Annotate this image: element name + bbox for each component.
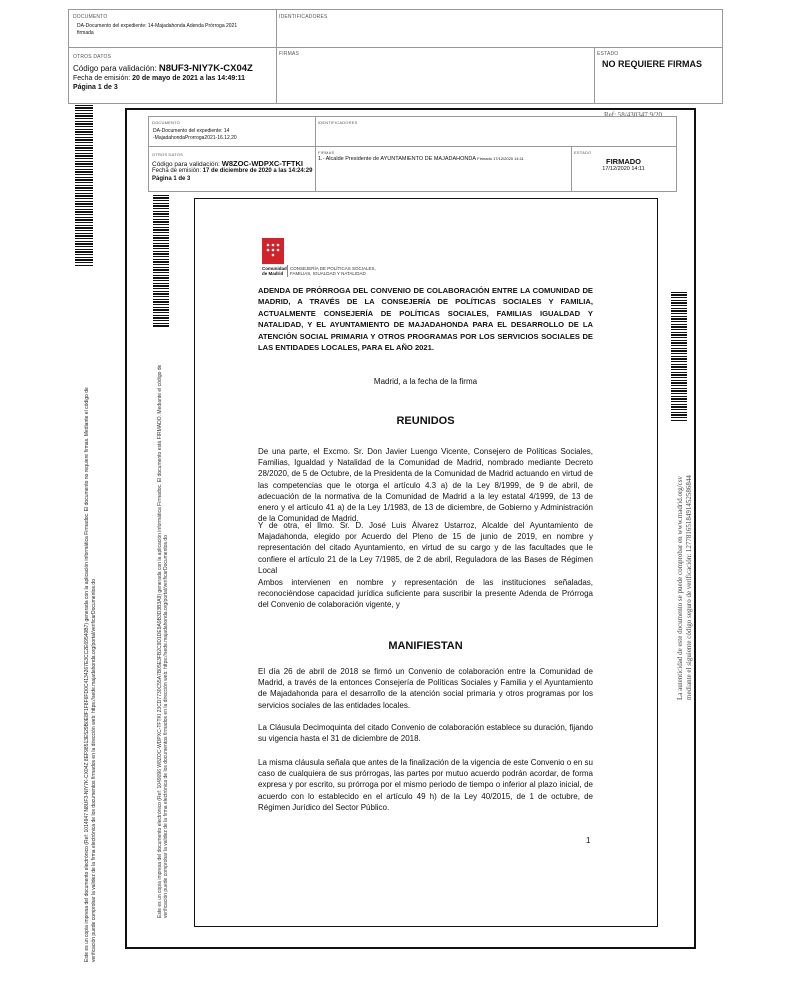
inner-firma-date: Firmado 17/12/2020 14:11 (477, 156, 524, 161)
inner-firma-line (318, 156, 524, 162)
inner-codigo-value: W8ZOC-WDPXC-TFTKI (221, 159, 303, 168)
outer-header-table (68, 9, 723, 104)
inner-header-table (148, 116, 677, 192)
left-margin-line-2: verificación puede comprobar la validez de la firma electrónica de los documentos firmados en la dirección web: https://sede.majadahonda.org/portal/verificarDocumentos.do (91, 579, 97, 962)
inner-codigo-line (152, 159, 303, 168)
heading-manifiestan: MANIFIESTAN (388, 640, 463, 652)
paragraph-4: El día 26 de abril de 2018 se firmó un Convenio de colaboración entre la Comunidad de Madrid, a través de la entonces Consejería de Políticas Sociales y Familia y el Ayuntamiento de Majadahonda para el desarrollo de la atención social primaria y otros programas por los servicios sociales de las entidades locales. (258, 667, 593, 710)
outer-estado-value: NO REQUIERE FIRMAS (602, 59, 703, 69)
inner-margin-line-2: verificación puede comprobar la validez de la firma electrónica de los documentos firmados en la dirección web: https://sede.majadahonda.org/portal/verificarDocumentos.do (163, 535, 169, 918)
right-margin-barcode (671, 292, 687, 422)
outer-documento-label: DOCUMENTO (73, 14, 108, 20)
inner-margin-verification-text (157, 365, 169, 918)
paragraph-6: La misma cláusula señala que antes de la finalización de la vigencia de este Convenio o en su caso de cualquiera de sus prórrogas, las partes por mutuo acuerdo podrán acordar, de forma expresa y por escrito, su prórroga por el mismo periodo de tiempo o inferior al plazo inicial, de acuerdo con lo establecido en el artículo 49 h) de la Ley 40/2015, de 1 de octubre, de Régimen Jurídico del Sector Público. (258, 758, 593, 812)
inner-codigo-label: Código para validación: (152, 161, 220, 168)
comunidad-madrid-logo (262, 238, 284, 264)
outer-documento-value-2: firmada (77, 30, 94, 36)
outer-firmas-cell (276, 47, 595, 103)
outer-identificadores-label: IDENTIFICADORES (279, 14, 328, 20)
inner-documento-value-2: -MajadahondaProrroga2021-16.12.20 (153, 135, 237, 141)
inner-documento-value (153, 128, 313, 142)
right-margin-csv-text (676, 475, 694, 700)
inner-firmas-label: FIRMAS (318, 150, 335, 155)
paragraph-3: Ambos intervienen en nombre y representación de las instituciones señaladas, reconociéndose capacidad jurídica suficiente para suscribir la presente Adenda de Prórroga del Convenio de colaboración vigente, y (258, 578, 593, 610)
right-margin-line-1: La autenticidad de este documento se puede comprobar en www.madrid.org/csv (676, 476, 684, 700)
inner-firma-value: 1.- Alcalde Presidente de AYUNTAMIENTO DE MAJADAHONDA (318, 156, 476, 162)
logo-name (262, 266, 287, 276)
logo-name-2: de Madrid (262, 271, 284, 276)
left-margin-verification-text (84, 387, 98, 962)
inner-fecha-label: Fecha de emisión: (152, 168, 202, 174)
paragraph-5: La Cláusula Decimoquinta del citado Convenio de colaboración establece su duración, fijando su vigencia hasta el 31 de diciembre de 2018. (258, 723, 593, 744)
outer-codigo-label: Código para validación: (73, 64, 157, 73)
inner-otros-datos-label: OTROS DATOS (152, 152, 183, 157)
right-margin-line-2: mediante el siguiente código seguro de verificación: 1277816518491452586844 (685, 475, 693, 700)
logo-dept-2: FAMILIAS, IGUALDAD Y NATALIDAD (290, 271, 366, 276)
paragraph-1: De una parte, el Excmo. Sr. Don Javier Luengo Vicente, Consejero de Políticas Sociales, Familias, Igualdad y Natalidad de la Comunidad de Madrid, nombrado mediante Decreto 28/2020, de 5 de Octubre, de la Presidenta de la Comunidad de Madrid actuando en virtud de las competencias que le otorga el artículo 4.3 a) de la Ley 8/1999, de 9 de abril, de adecuación de la normativa de la Comunidad de Madrid a la ley estatal 4/1999, de 13 de enero y el artículo 41 a) de la Ley 1/1983, de 13 de diciembre, de Gobierno y Administración de la Comunidad de Madrid. (258, 447, 593, 524)
inner-margin-barcode (153, 195, 169, 327)
document-title: ADENDA DE PRÓRROGA DEL CONVENIO DE COLABORACIÓN ENTRE LA COMUNIDAD DE MADRID, A TRAVÉS DE LA CONSEJERÍA DE POLÍTICAS SOCIALES Y FAMILIA, ACTUALMENTE CONSEJERÍA DE POLÍTICAS SOCIALES, FAMILIAS IGUALDAD Y NATALIDAD, Y EL AYUNTAMIENTO DE MAJADAHONDA PARA EL DESARROLLO DE LA ATENCIÓN SOCIAL PRIMARIA Y OTROS PROGRAMAS POR LOS SERVICIOS SOCIALES DE LAS ENTIDADES LOCALES, PARA EL AÑO 2021. (258, 286, 593, 353)
inner-documento-cell (149, 117, 316, 147)
paragraph-2: Y de otra, el Ilmo. Sr. D. José Luis Álvarez Ustarroz, Alcalde del Ayuntamiento de Majadahonda, elegido por Acuerdo del Pleno de 15 de junio de 2019, en nombre y representación del citado Ayuntamiento, en virtud de su cargo y de las facultades que le confiere el artículo 21 de la Ley 7/1985, de 2 de abril, Reguladora de las Bases de Régimen Local (258, 521, 593, 575)
logo-name-1: Comunidad (262, 266, 287, 271)
outer-fecha-label: Fecha de emisión: (73, 75, 131, 82)
inner-estado-label: ESTADO (574, 150, 592, 155)
outer-documento-value (77, 23, 273, 37)
outer-pagina: Página 1 de 3 (73, 84, 118, 91)
outer-documento-cell (69, 10, 277, 48)
outer-firmas-label: FIRMAS (279, 51, 300, 57)
stars-icon (262, 238, 284, 264)
inner-estado-value: FIRMADO (606, 157, 641, 166)
inner-fecha-value: 17 de diciembre de 2020 a las 14:24:29 (202, 168, 313, 174)
inner-estado-date: 17/12/2020 14:11 (602, 166, 645, 172)
outer-documento-value-1: DA-Documento del expediente: 14-Majadahonda Adenda Prórroga 2021 (77, 23, 238, 29)
left-margin-line-1: Este es un copia impresa del documento electrónico (Ref: 1014947 N8UF3-NIY7K-CX04Z 8EF98513E529B0E8F1F8F6FD0C4134267E3CC2E69540B7) generada con la aplicación informática Firmadoc. El documento no requiere firmas. Mediante el código de (84, 387, 90, 962)
outer-estado-cell (594, 47, 722, 103)
inner-identificadores-label: IDENTIFICADORES (318, 120, 358, 125)
left-margin-barcode (75, 105, 93, 267)
inner-fecha-line (152, 168, 312, 174)
inner-estado-cell (571, 146, 676, 191)
outer-otros-datos-cell (69, 47, 277, 103)
inner-identificadores-cell (315, 117, 676, 147)
logo-department (290, 266, 376, 276)
outer-codigo-value: N8UF3-NIY7K-CX04Z (158, 63, 253, 74)
ref-stamp: Ref: 58/430347.9/20 (604, 111, 662, 119)
outer-identificadores-cell (276, 10, 722, 48)
inner-margin-line-1: Este es un copia impresa del documento electrónico (Ref: 1049096 W8ZOC-WDPXC-TFTKI 23CD7730C55A7B05E3FB2C9D1DE9A9B3D3B3A9) generada con la aplicación informática Firmadoc. El documento está FIRMADO. Mediante el código de (157, 364, 163, 918)
inner-firmas-cell (315, 146, 572, 191)
outer-estado-label: ESTADO (597, 51, 619, 57)
inner-documento-value-1: DA-Documento del expediente: 14 (153, 128, 230, 134)
logo-divider (287, 265, 288, 277)
place-date: Madrid, a la fecha de la firma (373, 377, 478, 386)
inner-documento-label: DOCUMENTO (152, 120, 180, 125)
logo-dept-1: CONSEJERÍA DE POLÍTICAS SOCIALES, (290, 266, 376, 271)
outer-fecha-value: 20 de mayo de 2021 a las 14:49:11 (132, 75, 246, 82)
outer-otros-datos-label: OTROS DATOS (73, 54, 112, 60)
inner-otros-datos-cell (149, 146, 316, 191)
heading-reunidos: REUNIDOS (396, 415, 455, 427)
outer-fecha-line (73, 75, 245, 82)
page-number: 1 (586, 836, 591, 845)
inner-pagina: Página 1 de 3 (152, 176, 191, 182)
outer-codigo-line (73, 63, 253, 74)
